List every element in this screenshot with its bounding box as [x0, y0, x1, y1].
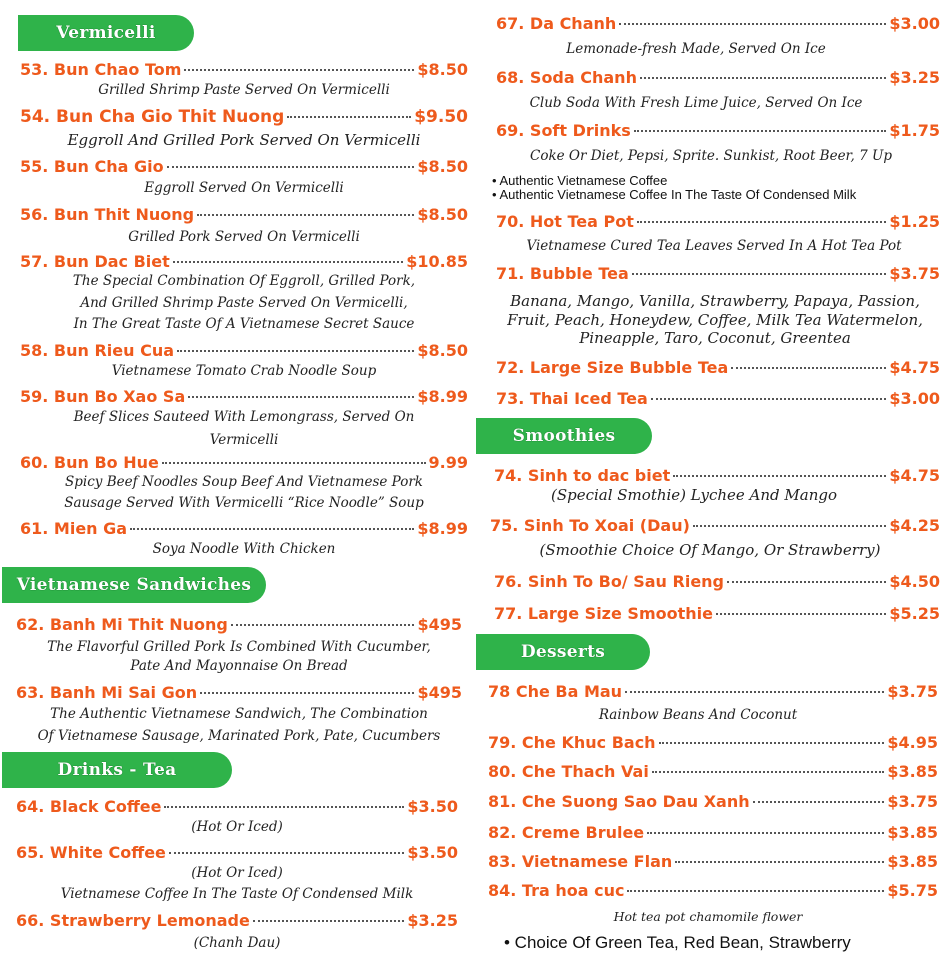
- item-price: $3.25: [407, 911, 458, 930]
- leader-dots: [169, 852, 404, 854]
- item-description-line: Pineapple, Taro, Coconut, Greentea: [579, 329, 851, 347]
- item-price: $3.85: [887, 762, 938, 781]
- menu-item-73: [496, 389, 940, 408]
- menu-item-68: [496, 68, 940, 87]
- item-description: Vietnamese Tomato Crab Noodle Soup: [111, 363, 377, 379]
- item-description: (Smoothie Choice Of Mango, Or Strawberry): [539, 541, 881, 559]
- leader-dots: [162, 462, 426, 464]
- item-price: $4.75: [889, 466, 940, 485]
- item-price: $8.50: [417, 157, 468, 176]
- item-description-line: Sausage Served With Vermicelli “Rice Noodle” Soup: [64, 495, 424, 511]
- item-description-line: Of Vietnamese Sausage, Marinated Pork, Pate, Cucumbers: [37, 728, 441, 744]
- item-description: (Chanh Dau): [193, 935, 281, 951]
- leader-dots: [637, 221, 887, 223]
- leader-dots: [184, 69, 414, 71]
- item-description-line: Banana, Mango, Vanilla, Strawberry, Papaya, Passion,: [510, 292, 920, 310]
- item-description-line: Spicy Beef Noodles Soup Beef And Vietnamese Pork: [65, 474, 423, 490]
- leader-dots: [640, 77, 886, 79]
- leader-dots: [716, 613, 886, 615]
- leader-dots: [164, 806, 404, 808]
- menu-item-55: [20, 157, 468, 176]
- item-description-line: And Grilled Shrimp Paste Served On Vermicelli,: [80, 295, 408, 311]
- menu-item-57: [20, 252, 468, 271]
- menu-item-60: [20, 453, 468, 472]
- item-name: 79. Che Khuc Bach: [488, 733, 656, 752]
- item-name: 64. Black Coffee: [16, 797, 162, 816]
- item-price: $8.99: [417, 519, 468, 538]
- item-price: $3.50: [407, 797, 458, 816]
- leader-dots: [634, 130, 887, 132]
- item-price: $8.50: [417, 341, 468, 360]
- item-price: 9.99: [428, 453, 468, 472]
- item-price: $5.75: [887, 881, 938, 900]
- leader-dots: [619, 23, 886, 25]
- item-name: 73. Thai Iced Tea: [496, 389, 648, 408]
- coffee-bullet-2: • Authentic Vietnamese Coffee In The Taste Of Condensed Milk: [492, 187, 857, 202]
- item-price: $4.95: [887, 733, 938, 752]
- item-price: $3.25: [889, 68, 940, 87]
- menu-item-56: [20, 205, 468, 224]
- item-name: 62. Banh Mi Thit Nuong: [16, 615, 228, 634]
- item-price: $8.50: [417, 60, 468, 79]
- item-name: 55. Bun Cha Gio: [20, 157, 164, 176]
- item-name: 71. Bubble Tea: [496, 264, 629, 283]
- section-header-vermicelli: Vermicelli: [18, 15, 194, 51]
- item-description: Lemonade-fresh Made, Served On Ice: [566, 41, 826, 57]
- item-name: 84. Tra hoa cuc: [488, 881, 625, 900]
- item-name: 66. Strawberry Lemonade: [16, 911, 250, 930]
- menu-item-59: [20, 387, 468, 406]
- item-price: $4.75: [889, 358, 940, 377]
- section-header-smoothies: Smoothies: [476, 418, 652, 454]
- leader-dots: [632, 273, 887, 275]
- menu-item-74: [494, 466, 940, 485]
- item-name: 57. Bun Dac Biet: [20, 252, 170, 271]
- item-price: $1.75: [889, 121, 940, 140]
- menu-item-64: [16, 797, 458, 816]
- leader-dots: [253, 920, 405, 922]
- menu-item-67: [496, 14, 940, 33]
- leader-dots: [693, 525, 886, 527]
- coffee-bullet-1: • Authentic Vietnamese Coffee: [492, 173, 668, 188]
- right-menu-column: [476, 0, 942, 960]
- menu-item-61: [20, 519, 468, 538]
- item-name: 54. Bun Cha Gio Thit Nuong: [20, 107, 285, 127]
- leader-dots: [130, 528, 414, 530]
- leader-dots: [652, 771, 885, 773]
- item-price: $3.00: [889, 14, 940, 33]
- menu-item-72: [496, 358, 940, 377]
- item-price: $495: [417, 615, 462, 634]
- item-name: 74. Sinh to dac biet: [494, 466, 671, 485]
- item-price: $3.75: [887, 682, 938, 701]
- item-name: 63. Banh Mi Sai Gon: [16, 683, 198, 702]
- item-name: 53. Bun Chao Tom: [20, 60, 182, 79]
- che-choice-bullet: • Choice Of Green Tea, Red Bean, Strawberry: [504, 933, 851, 952]
- item-name: 77. Large Size Smoothie: [494, 604, 713, 623]
- item-name: 69. Soft Drinks: [496, 121, 631, 140]
- item-price: $8.50: [417, 205, 468, 224]
- item-description: Soya Noodle With Chicken: [152, 541, 336, 557]
- menu-item-78: [488, 682, 938, 701]
- menu-item-81: [488, 792, 938, 811]
- item-name: 82. Creme Brulee: [488, 823, 645, 842]
- item-price: $10.85: [406, 252, 468, 271]
- menu-item-76: [494, 572, 940, 591]
- item-name: 60. Bun Bo Hue: [20, 453, 159, 472]
- item-description: Grilled Shrimp Paste Served On Vermicelli: [98, 82, 390, 98]
- leader-dots: [177, 350, 414, 352]
- item-description: Rainbow Beans And Coconut: [598, 707, 798, 723]
- leader-dots: [287, 116, 411, 118]
- item-description-line: Vietnamese Coffee In The Taste Of Condensed Milk: [60, 886, 414, 902]
- item-description: Eggroll Served On Vermicelli: [144, 180, 344, 196]
- leader-dots: [647, 832, 884, 834]
- item-description: Hot tea pot chamomile flower: [613, 909, 803, 924]
- leader-dots: [659, 742, 885, 744]
- item-description-line: Vermicelli: [209, 432, 279, 448]
- menu-item-80: [488, 762, 938, 781]
- menu-item-77: [494, 604, 940, 623]
- item-description-line: Fruit, Peach, Honeydew, Coffee, Milk Tea Watermelon,: [507, 311, 923, 329]
- menu-item-62: [16, 615, 462, 634]
- item-description: Coke Or Diet, Pepsi, Sprite. Sunkist, Root Beer, 7 Up: [529, 148, 893, 164]
- item-description-line: The Special Combination Of Eggroll, Grilled Pork,: [72, 273, 416, 289]
- item-price: $5.25: [889, 604, 940, 623]
- leader-dots: [627, 890, 884, 892]
- item-price: $3.85: [887, 823, 938, 842]
- menu-item-66: [16, 911, 458, 930]
- item-name: 78 Che Ba Mau: [488, 682, 623, 701]
- menu-item-53: [20, 60, 468, 79]
- item-description: Grilled Pork Served On Vermicelli: [128, 229, 360, 245]
- item-name: 65. White Coffee: [16, 843, 166, 862]
- item-price: $3.75: [889, 264, 940, 283]
- item-name: 59. Bun Bo Xao Sa: [20, 387, 186, 406]
- leader-dots: [167, 166, 415, 168]
- item-description-line: Pate And Mayonnaise On Bread: [130, 658, 348, 674]
- menu-item-82: [488, 823, 938, 842]
- leader-dots: [673, 475, 886, 477]
- item-description-line: The Authentic Vietnamese Sandwich, The Combination: [50, 706, 428, 722]
- item-description: Vietnamese Cured Tea Leaves Served In A Hot Tea Pot: [526, 238, 902, 254]
- leader-dots: [731, 367, 886, 369]
- menu-item-65: [16, 843, 458, 862]
- item-price: $1.25: [889, 212, 940, 231]
- leader-dots: [188, 396, 414, 398]
- item-price: $4.25: [889, 516, 940, 535]
- item-description-line: In The Great Taste Of A Vietnamese Secret Sauce: [73, 316, 415, 332]
- menu-item-84: [488, 881, 938, 900]
- item-name: 70. Hot Tea Pot: [496, 212, 634, 231]
- item-description: Club Soda With Fresh Lime Juice, Served On Ice: [529, 95, 863, 111]
- item-description-line: (Hot Or Iced): [191, 865, 283, 881]
- item-name: 56. Bun Thit Nuong: [20, 205, 195, 224]
- leader-dots: [231, 624, 415, 626]
- item-name: 68. Soda Chanh: [496, 68, 637, 87]
- leader-dots: [197, 214, 414, 216]
- item-name: 80. Che Thach Vai: [488, 762, 649, 781]
- item-name: 72. Large Size Bubble Tea: [496, 358, 729, 377]
- menu-item-71: [496, 264, 940, 283]
- leader-dots: [625, 691, 884, 693]
- item-price: $8.99: [417, 387, 468, 406]
- item-price: $3.50: [407, 843, 458, 862]
- section-header-sandwiches: Vietnamese Sandwiches: [2, 567, 266, 603]
- item-name: 83. Vietnamese Flan: [488, 852, 673, 871]
- item-description: Eggroll And Grilled Pork Served On Vermicelli: [67, 131, 421, 149]
- menu-item-79: [488, 733, 938, 752]
- menu-item-54: [20, 107, 468, 127]
- section-header-desserts: Desserts: [476, 634, 650, 670]
- item-price: $4.50: [889, 572, 940, 591]
- leader-dots: [675, 861, 884, 863]
- section-header-drinks: Drinks - Tea: [2, 752, 232, 788]
- item-description-line: Beef Slices Sauteed With Lemongrass, Served On: [73, 409, 415, 425]
- item-name: 76. Sinh To Bo/ Sau Rieng: [494, 572, 725, 591]
- menu-item-70: [496, 212, 940, 231]
- leader-dots: [651, 398, 887, 400]
- item-description: (Hot Or Iced): [191, 819, 283, 835]
- item-name: 58. Bun Rieu Cua: [20, 341, 175, 360]
- menu-item-63: [16, 683, 462, 702]
- item-price: $3.85: [887, 852, 938, 871]
- leader-dots: [173, 261, 403, 263]
- item-price: $9.50: [414, 107, 468, 127]
- item-price: $495: [417, 683, 462, 702]
- menu-item-83: [488, 852, 938, 871]
- menu-item-75: [490, 516, 940, 535]
- leader-dots: [727, 581, 886, 583]
- item-description-line: The Flavorful Grilled Pork Is Combined With Cucumber,: [47, 639, 431, 655]
- item-name: 81. Che Suong Sao Dau Xanh: [488, 792, 750, 811]
- item-price: $3.75: [887, 792, 938, 811]
- leader-dots: [753, 801, 885, 803]
- item-name: 67. Da Chanh: [496, 14, 617, 33]
- item-description: (Special Smothie) Lychee And Mango: [550, 486, 838, 504]
- item-name: 75. Sinh To Xoai (Dau): [490, 516, 690, 535]
- menu-item-58: [20, 341, 468, 360]
- menu-item-69: [496, 121, 940, 140]
- item-name: 61. Mien Ga: [20, 519, 128, 538]
- leader-dots: [200, 692, 414, 694]
- item-price: $3.00: [889, 389, 940, 408]
